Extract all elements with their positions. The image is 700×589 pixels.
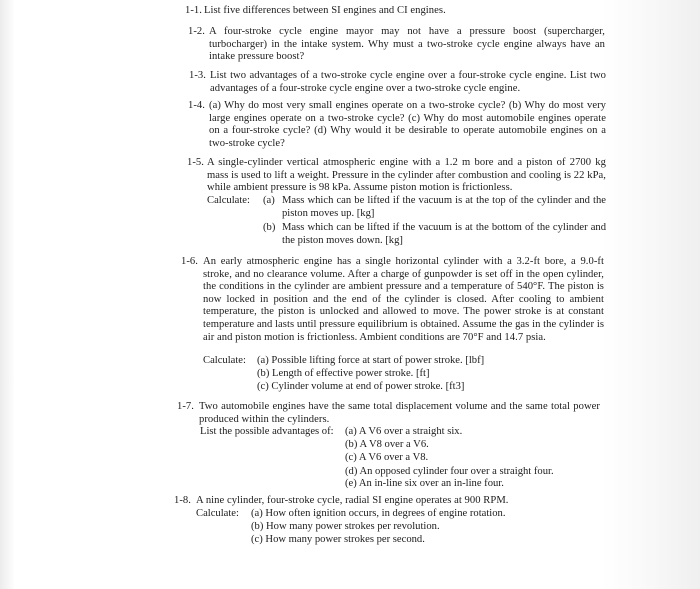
- part-text: Length of effective power stroke. [ft]: [272, 368, 430, 379]
- part-item: [251, 508, 505, 521]
- calculate-label: Calculate:: [207, 195, 250, 206]
- part-item: [263, 222, 606, 247]
- part-text: An opposed cylinder four over a straight four.: [359, 466, 554, 477]
- part-item: [257, 381, 464, 394]
- problem-1-1: [185, 5, 605, 18]
- part-item: [257, 355, 484, 368]
- page-edge-shadow: [0, 0, 14, 589]
- part-text: A V6 over a V8.: [358, 452, 429, 463]
- part-letter: (a): [345, 426, 357, 437]
- part-letter: (c): [257, 381, 269, 392]
- problem-1-7: [177, 401, 600, 426]
- problem-number: 1-3.: [189, 70, 206, 81]
- part-letter: (b): [251, 521, 264, 532]
- part-letter: (a): [263, 195, 275, 206]
- part-item: [345, 426, 462, 439]
- problem-number: 1-5.: [187, 157, 204, 168]
- part-text: A V6 over a straight six.: [358, 426, 463, 437]
- problem-1-2: [188, 26, 605, 64]
- problem-text: List five differences between SI engines and CI engines.: [204, 5, 446, 16]
- part-letter: (b): [257, 368, 270, 379]
- part-letter: (a): [251, 508, 263, 519]
- calculate-label: Calculate:: [196, 508, 239, 519]
- problem-text: A single-cylinder vertical atmospheric engine with a 1.2 m bore and a piston of 2700 kg mass is used to lift a weight. Pressure in the cylinder after combustion and cooling is 22 kPa, while ambient pressure is 98 kPa. Assume piston motion is frictionless.: [207, 157, 606, 194]
- part-letter: (c): [345, 452, 357, 463]
- part-text: How many power strokes per revolution.: [266, 521, 440, 532]
- part-text: Cylinder volume at end of power stroke. [ft3]: [271, 381, 465, 392]
- problem-number: 1-4.: [188, 100, 205, 111]
- part-text: How many power strokes per second.: [265, 534, 425, 545]
- problem-text: Two automobile engines have the same total displacement volume and the same total power produced within the cylinders.: [199, 401, 600, 425]
- part-letter: (e): [345, 478, 357, 489]
- part-item: [345, 466, 554, 479]
- part-text: How often ignition occurs, in degrees of engine rotation.: [265, 508, 506, 519]
- part-text: An in-line six over an in-line four.: [358, 478, 504, 489]
- calculate-label: Calculate:: [203, 355, 246, 366]
- part-item: [251, 521, 440, 534]
- list-label: List the possible advantages of:: [200, 426, 334, 437]
- part-letter: (a): [257, 355, 269, 366]
- part-text: Mass which can be lifted if the vacuum is at the bottom of the cylinder and the piston moves down. [kg]: [282, 222, 606, 246]
- problem-number: 1-8.: [174, 495, 191, 506]
- part-item: [263, 195, 606, 220]
- problem-1-5: [187, 157, 606, 195]
- part-letter: (b): [345, 439, 358, 450]
- part-item: [251, 534, 425, 547]
- problem-1-6: [181, 256, 604, 344]
- problem-text: An early atmospheric engine has a single horizontal cylinder with a 3.2-ft bore, a 9.0-ft stroke, and no clearance volume. After a charge of gunpowder is set off in the open cylinder, the conditions in the cylinder are ambient pressure and a temperature of 540°F. The piston is now locked in position and the end of the cylinder is closed. After cooling to ambient temperature, the piston is unlocked and allowed to move. The power stroke is at constant temperature and lasts until pressure equilibrium is obtained. Assume the gas in the cylinder is air and piston motion is frictionless. Ambient conditions are 70°F and 14.7 psia.: [203, 256, 604, 343]
- problem-1-4: [188, 100, 606, 150]
- part-item: [345, 478, 504, 491]
- part-letter: (c): [251, 534, 263, 545]
- part-letter: (d): [345, 466, 358, 477]
- problem-number: 1-2.: [188, 26, 205, 37]
- problem-1-8: [174, 495, 600, 508]
- problem-text: List two advantages of a two-stroke cycle engine over a four-stroke cycle engine. List two advantages of a four-stroke cycle engine over a two-stroke cycle engine.: [210, 70, 606, 94]
- part-item: [345, 452, 428, 465]
- part-letter: (b): [263, 222, 276, 233]
- problem-number: 1-7.: [177, 401, 194, 412]
- part-item: [257, 368, 429, 381]
- problem-1-3: [189, 70, 606, 95]
- part-text: Mass which can be lifted if the vacuum is at the top of the cylinder and the piston moves up. [kg]: [282, 195, 606, 219]
- problem-text: A four-stroke cycle engine mayor may not have a pressure boost (supercharger, turbocharger) in the intake system. Why must a two-stroke cycle engine always have an intake pressure boost?: [209, 26, 605, 63]
- problem-text: (a) Why do most very small engines operate on a two-stroke cycle? (b) Why do most very large engines operate on a two-stroke cycle? (c) Why do most automobile engines operate on a four-stroke cycle? (d) Why would it be desirable to operate automobile engines on a two-stroke cycle?: [209, 100, 606, 149]
- problem-number: 1-6.: [181, 256, 198, 267]
- part-text: A V8 over a V6.: [359, 439, 429, 450]
- problem-number: 1-1.: [185, 5, 202, 16]
- part-item: [345, 439, 429, 452]
- problem-text: A nine cylinder, four-stroke cycle, radial SI engine operates at 900 RPM.: [196, 495, 509, 506]
- part-text: Possible lifting force at start of power stroke. [lbf]: [271, 355, 485, 366]
